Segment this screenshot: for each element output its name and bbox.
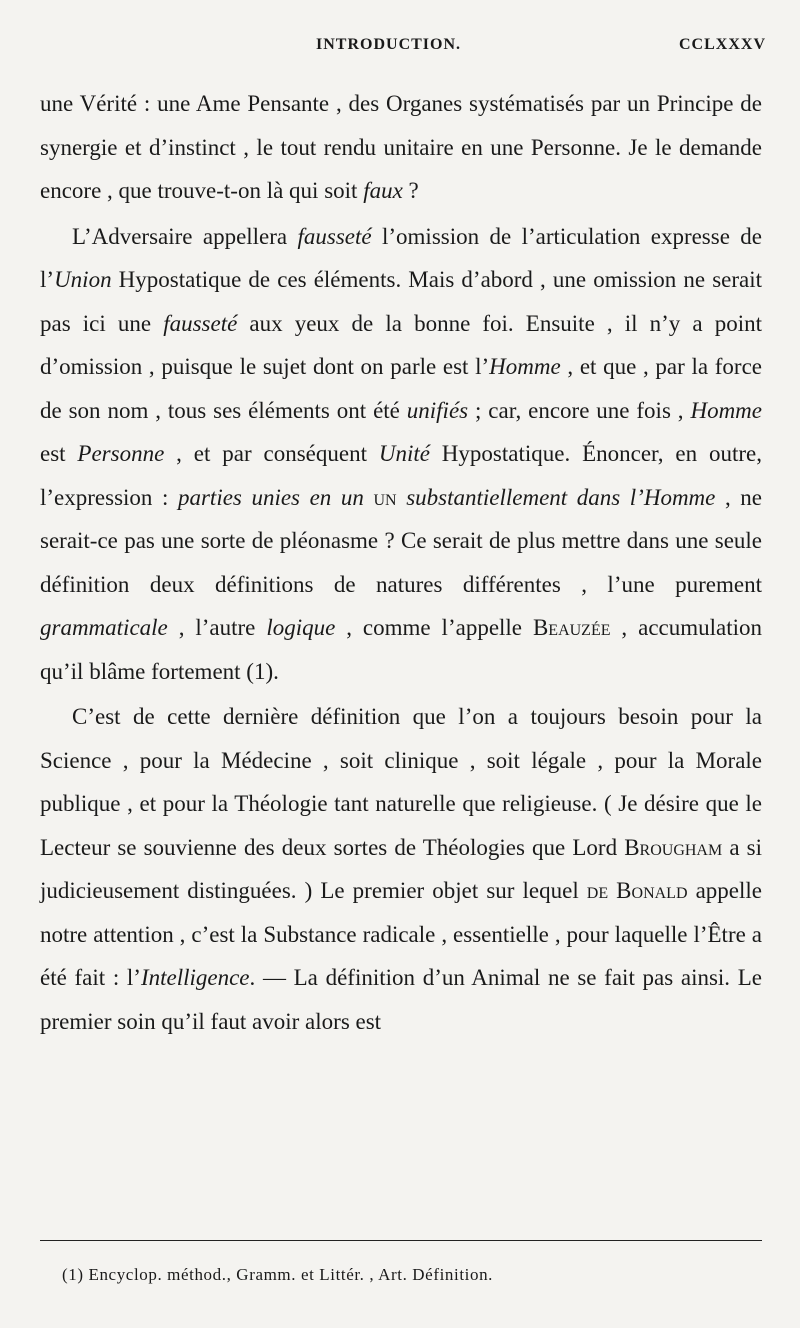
italic-text: fausseté — [297, 223, 372, 249]
text-run: , et par conséquent — [164, 441, 379, 466]
text-run: appelle notre attention , c’est la Substance radicale , essentielle , pour laquelle l’Être a été fait : l’ — [40, 878, 762, 990]
italic-text: fausseté — [163, 310, 238, 336]
italic-text: substantiellement dans l’Homme — [406, 484, 716, 510]
text-run: Hypostatique. Énoncer, en outre, l’expression : — [40, 441, 762, 510]
footnote: (1) Encyclop. méthod., Gramm. et Littér. , Art. Définition. — [62, 1265, 494, 1284]
text-run: . — La définition d’un Animal ne se fait pas ainsi. Le premier soin qu’il faut avoir alors est — [40, 965, 762, 1034]
text-run: L’Adversaire appellera — [72, 223, 298, 249]
page-number: CCLXXXV — [679, 36, 766, 53]
text-run: est — [40, 441, 78, 466]
italic-text: Intelligence — [140, 965, 250, 990]
italic-text: parties unies en un — [177, 484, 364, 510]
italic-text: Homme — [690, 397, 762, 423]
footnote-rule — [40, 1240, 762, 1241]
small-caps-name: Brougham — [624, 834, 723, 860]
paragraph — [40, 695, 762, 1043]
text-run: , et que , par la force de son nom , tous ses éléments ont été — [40, 354, 762, 423]
text-run: , l’autre — [167, 615, 267, 640]
italic-text: faux — [363, 178, 403, 203]
text-run: Hypostatique de ces éléments. Mais d’abord , une omission ne serait pas ici une — [40, 267, 762, 336]
body-text — [40, 82, 762, 1043]
paragraph — [40, 215, 762, 694]
text-run: , accumulation qu’il blâme fortement (1). — [40, 615, 763, 684]
text-run: , comme l’appelle — [335, 615, 533, 640]
italic-text: grammaticale — [40, 615, 168, 640]
text-run: C’est de cette dernière définition que l’on a toujours besoin pour la Science , pour la Médecine , soit clinique , soit légale , pour la Morale publique , et pour la Théologie tant naturelle que religieuse. ( Je désire que le Lecteur se souvienne des deux sortes de Théologies que Lord — [40, 704, 762, 860]
text-run — [397, 485, 407, 510]
text-run: l’omission de l’articulation expresse de l’ — [40, 223, 762, 292]
italic-text: logique — [266, 615, 336, 640]
text-run: une Vérité : une Ame Pensante , des Organes systématisés par un Principe de synergie et d’instinct , le tout rendu unitaire en une Personne. Je le demande encore , que trouve-t-on là qui soit — [40, 91, 762, 203]
text-run: ; car, encore une fois , — [468, 397, 691, 423]
running-head — [0, 36, 800, 60]
paragraph — [40, 82, 762, 213]
running-title: INTRODUCTION. — [316, 36, 462, 53]
italic-text: Union — [54, 267, 112, 292]
text-run: , ne serait-ce pas une sorte de pléonasme ? Ce serait de plus mettre dans une seule définition deux définitions de natures différentes , l’une purement — [40, 484, 763, 597]
text-run: aux yeux de la bonne foi. Ensuite , il n’y a point d’omission , puisque le sujet dont on parle est l’ — [40, 310, 762, 379]
small-caps-name: un — [363, 484, 397, 510]
italic-text: Personne — [77, 441, 165, 466]
italic-text: Homme — [489, 354, 561, 379]
small-caps-name: Beauzée — [532, 615, 611, 640]
italic-text: Unité — [378, 441, 430, 466]
text-run: a si judicieusement distinguées. ) Le premier objet sur lequel — [40, 834, 762, 903]
small-caps-name: de Bonald — [586, 878, 688, 903]
italic-text: unifiés — [406, 397, 469, 423]
text-run: ? — [402, 178, 419, 203]
